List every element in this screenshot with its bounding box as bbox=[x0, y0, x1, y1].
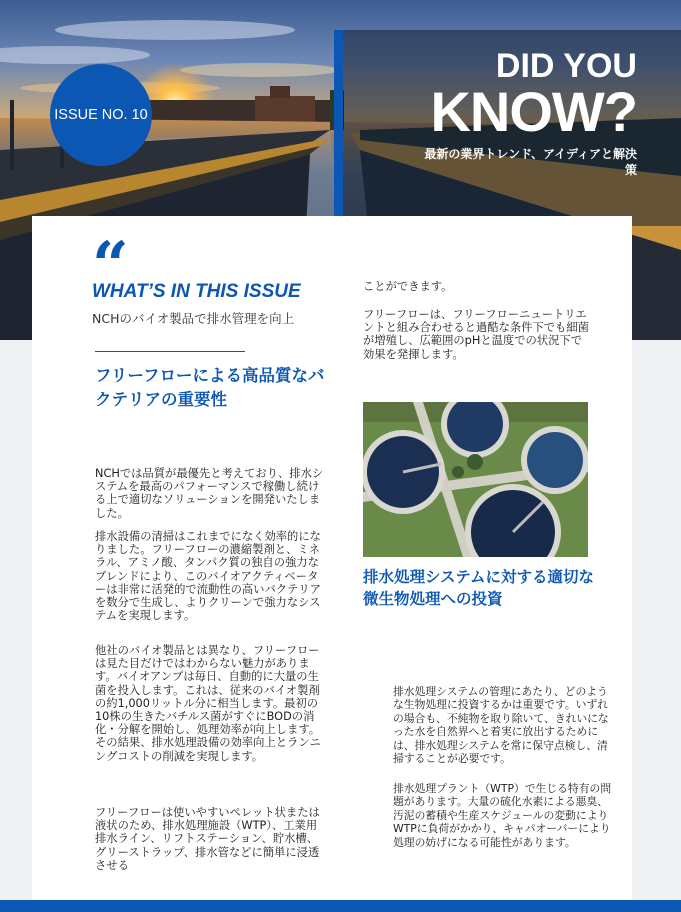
section1-paragraph: フリーフローは使いやすいペレット状または液状のため、排水処理施設（WTP）、工業用排水ライン、リフトステーション、貯水槽、グリーストラップ、排水管などに簡単に浸透させる bbox=[95, 806, 320, 872]
section2-paragraph: 排水処理プラント（WTP）で生じる特有の問題があります。大量の硫化水素による悪臭、汚泥の蓄積や生産スケジュールの変動によりWTPに負荷がかかり、キャパオーバーにより処理の妨げになる可能性があります。 bbox=[393, 782, 612, 849]
section2-paragraph: 排水処理システムの管理にあたり、どのような生物処理に投資するかは重要です。いずれの場合も、不純物を取り除いて、きれいになった水を自然界へと着実に放出するためには、排水処理システムを常に保守点検し、清掃することが必要です。 bbox=[393, 685, 609, 766]
whats-in-this-issue-heading: WHAT’S IN THIS ISSUE bbox=[92, 281, 301, 302]
treatment-tanks-aerial-photo bbox=[363, 402, 588, 557]
footer-bar bbox=[0, 900, 681, 912]
divider bbox=[95, 351, 245, 352]
know-title: KNOW? bbox=[430, 80, 637, 143]
section1-continuation: ことができます。 bbox=[363, 280, 453, 293]
did-you-title: DID YOU bbox=[495, 47, 637, 85]
section1-paragraph: 他社のバイオ製品とは異なり、フリーフローは見た目だけではわからない魅力があります。バイオアンプは毎日、自動的に大量の生菌を投入します。これは、従来のバイオ製剤の約1,000リットル分に相当します。最初の10株の生きたバチルス菌がすぐにBODの消化・分解を開始し、処理効率が向上します。その結果、排水処理設備の効率向上とランニングコストの削減を実現します。 bbox=[95, 644, 321, 763]
section2-title: 排水処理システムに対する適切な微生物処理への投資 bbox=[363, 568, 594, 608]
issue-badge: ISSUE NO. 10 bbox=[50, 64, 152, 166]
section1-paragraph: NCHでは品質が最優先と考えており、排水システムを最高のパフォーマンスで稼働し続ける上で適切なソリューションを開発いたしました。 bbox=[95, 467, 324, 520]
accent-stripe bbox=[334, 30, 343, 226]
section1-title: フリーフローによる高品質なバクテリアの重要性 bbox=[95, 366, 325, 409]
section1-continuation: フリーフローは、フリーフローニュートリエントと組み合わせると過酷な条件下でも細菌が増殖し、広範囲のpHと温度での状況下で効果を発揮します。 bbox=[363, 308, 589, 361]
quote-icon: “ bbox=[92, 228, 129, 303]
newsletter-subtitle: 最新の業界トレンド、アイディアと解決策 bbox=[424, 147, 637, 177]
issue-topic: NCHのバイオ製品で排水管理を向上 bbox=[92, 311, 295, 326]
section1-paragraph: 排水設備の清掃はこれまでになく効率的になりました。フリーフローの濃縮製剤と、ミネラル、アミノ酸、タンパク質の独自の強力なブレンドにより、このバイオアクティベーターは非常に活発的で流動性の高いバクテリアを数分で生成し、よりクリーンで強力なシステムを実現します。 bbox=[95, 530, 321, 623]
